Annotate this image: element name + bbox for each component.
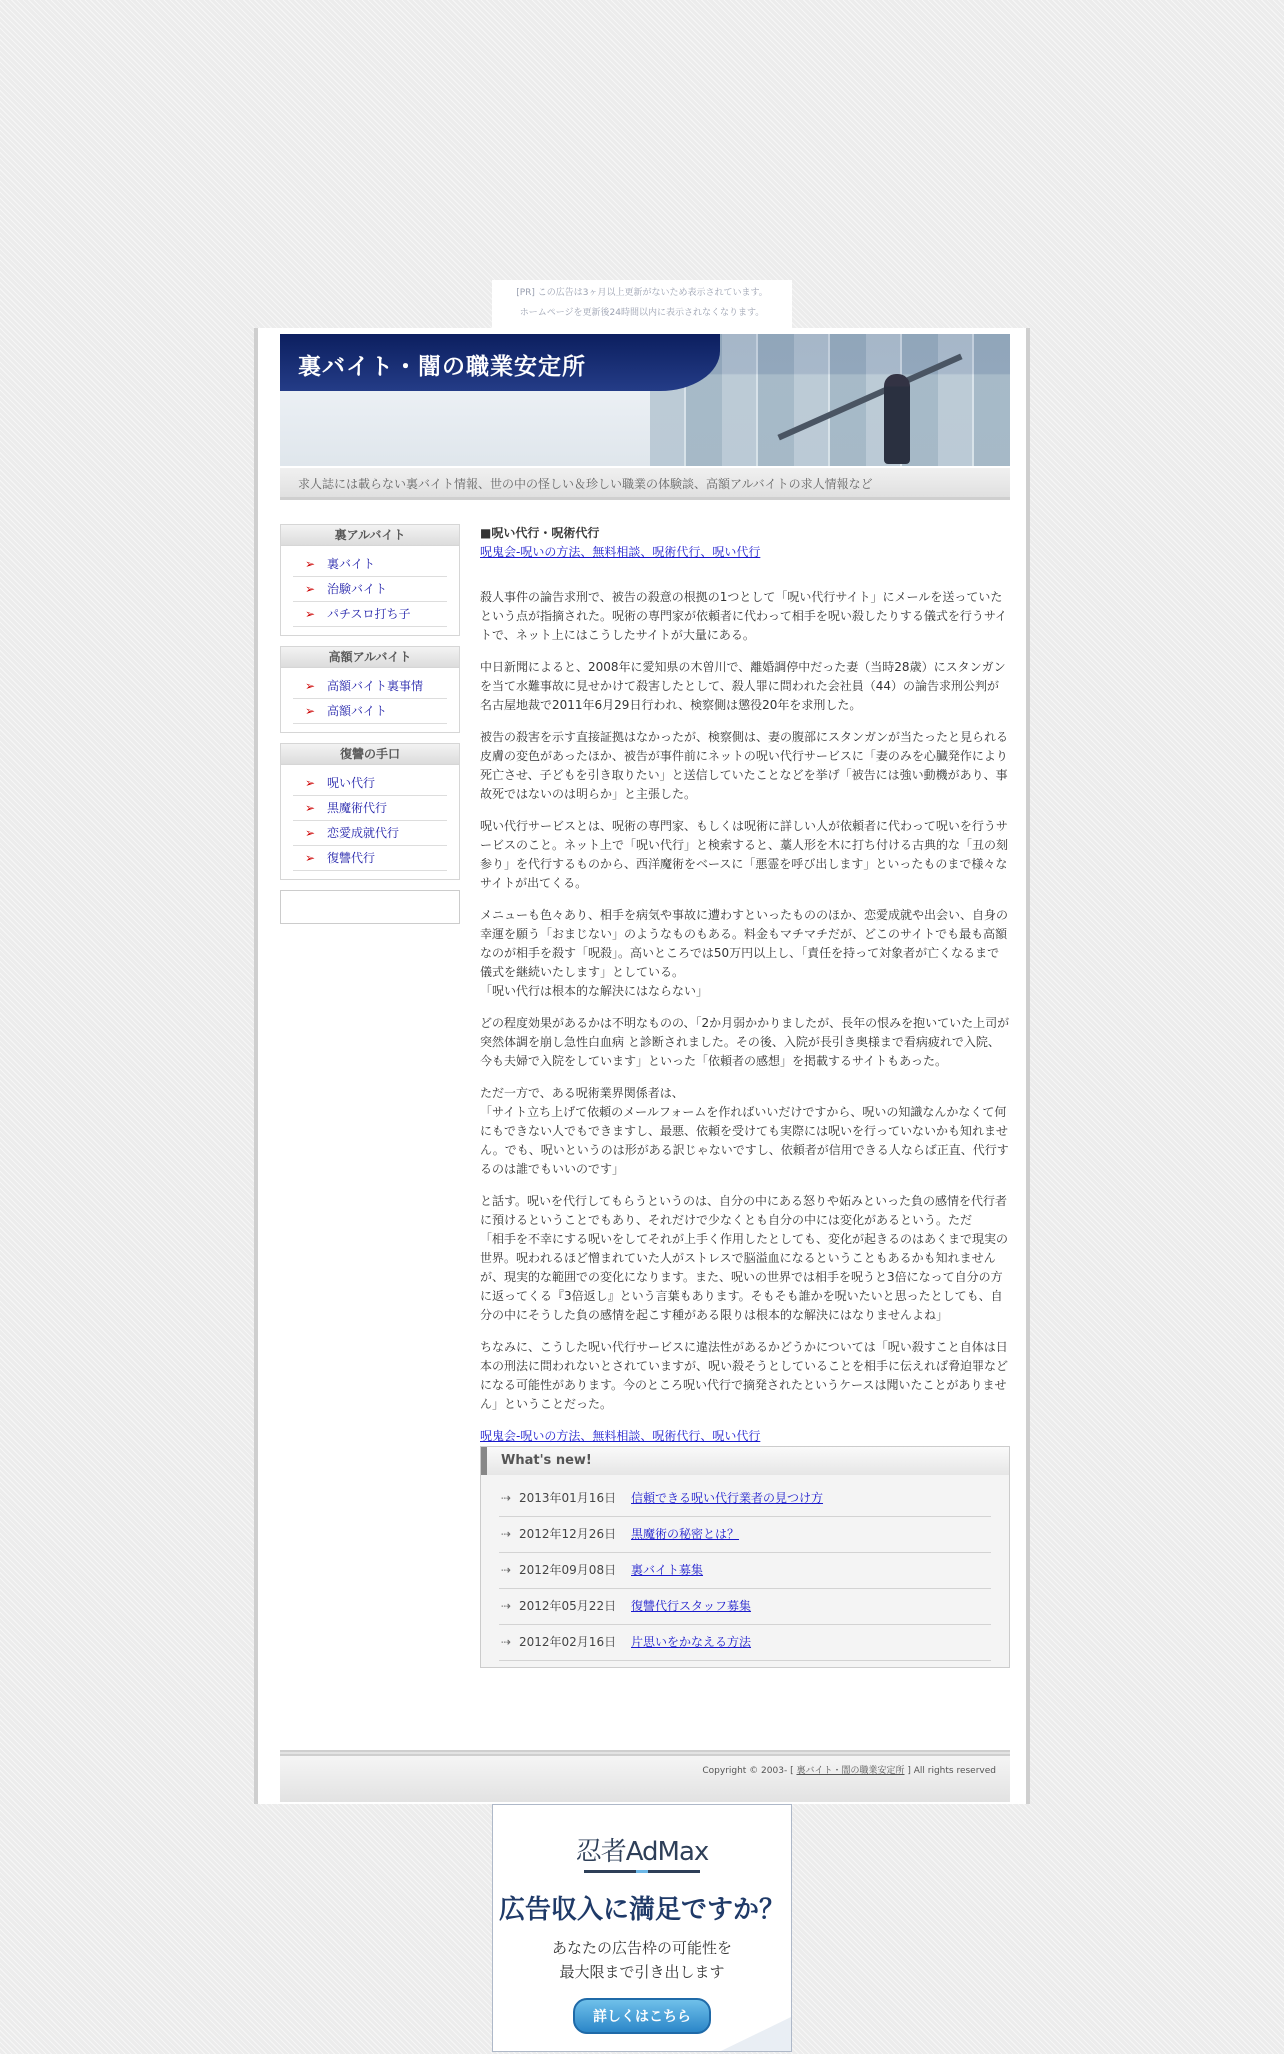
news-link[interactable]: 黒魔術の秘密とは？ [631,1527,740,1541]
news-item [499,1517,991,1553]
ad-logo-underline [584,1870,700,1873]
arrow-icon: ➢ [305,826,316,840]
news-item [499,1481,991,1517]
sidebar-item-renai[interactable] [293,821,447,846]
arrow-icon: ⇢ [501,1563,512,1577]
arrow-icon: ⇢ [501,1491,512,1505]
article-title: ■呪い代行・呪術代行 [480,526,600,540]
site-header [280,334,1010,466]
sidebar-link[interactable]: パチスロ打ち子 [327,607,411,621]
whats-new-box [480,1446,1010,1668]
sidebar-empty-box [280,890,460,924]
sidebar-section-ura [280,524,460,636]
arrow-icon: ➢ [305,851,316,865]
ad-subtext [493,1936,791,1984]
sidebar-link[interactable]: 高額バイト [327,704,388,718]
arrow-icon: ➢ [305,557,316,571]
article-paragraph: どの程度効果があるかは不明なものの、「2か月弱かかりましたが、長年の恨みを抱いていた上司が突然体調を崩し急性白血病 と診断されました。その後、入院が長引き奥様まで看病疲れで入院、今も夫婦で入院をしています」といった「依頼者の感想」を掲載するサイトもあった。 [480,1016,1010,1068]
news-item [499,1589,991,1625]
ad-subtext-line-2: 最大限まで引き出します [559,1963,725,1981]
sidebar-link[interactable]: 復讐代行 [327,851,376,865]
article-bottom-link[interactable]: 呪鬼会-呪いの方法、無料相談、呪術代行、呪い代行 [480,1429,761,1443]
sidebar-link[interactable]: 黒魔術代行 [327,801,388,815]
news-link[interactable]: 裏バイト募集 [631,1563,704,1577]
sidebar-section-fukushu [280,743,460,880]
news-date: 2013年01月16日 [519,1491,617,1505]
sidebar-section-kougaku [280,646,460,733]
pr-line-2: ホームページを更新後24時間以内に表示されなくなります。 [519,308,765,318]
sidebar-item-chiken-baito[interactable] [293,577,447,602]
sidebar-link[interactable]: 治験バイト [327,582,388,596]
news-date: 2012年05月22日 [519,1599,617,1613]
article-paragraph: と話す。呪いを代行してもらうというのは、自分の中にある怒りや妬みといった負の感情を代行者に預けるということでもあり、それだけで少なくとも自分の中には変化があるという。ただ 「相手を不幸にする呪いをしてそれが上手く作用したとしても、変化が起きるのはあくまで現実の世界。呪われるほど憎まれていた人がストレスで脳溢血になるということもあるかも知れませんが、現実的な範囲での変化になります。また、呪いの世界では相手を呪うと3倍になって自分の方に返ってくる『3倍返し』という言葉もあります。そもそも誰かを呪いたいと思ったとしても、自分の中にそうした負の感情を起こす種がある限りは根本的な解決にはなりませんよね」 [480,1194,1009,1322]
sidebar-link[interactable]: 恋愛成就代行 [327,826,400,840]
copyright-prefix: Copyright © 2003- [ [702,1766,794,1776]
sidebar-heading: 裏アルバイト [280,524,460,546]
article-paragraph: 殺人事件の論告求刑で、被告の殺意の根拠の1つとして「呪い代行サイト」にメールを送っていたという点が指摘された。呪術の専門家が依頼者に代わって相手を呪い殺したりする儀式を行うサイトで、ネット上にはこうしたサイトが大量にある。 [480,590,1008,642]
sidebar-item-noroi-daikou[interactable] [293,771,447,796]
article-paragraph: 呪い代行サービスとは、呪術の専門家、もしくは呪術に詳しい人が依頼者に代わって呪いを行うサービスのこと。ネット上で「呪い代行」と検索すると、藁人形を木に打ち付ける古典的な「丑の刻参り」を代行するものから、西洋魔術をベースに「悪霊を呼び出します」といったものまで様々なサイトが出てくる。 [480,819,1009,890]
sidebar-item-ura-baito[interactable] [293,552,447,577]
arrow-icon: ⇢ [501,1599,512,1613]
main-content [480,524,1010,1668]
sidebar [280,524,460,924]
sidebar-item-pachislo[interactable] [293,602,447,627]
arrow-icon: ⇢ [501,1635,512,1649]
sidebar-item-kougaku-baito[interactable] [293,699,447,724]
site-title[interactable]: 裏バイト・闇の職業安定所 [298,354,586,380]
news-item [499,1553,991,1589]
news-date: 2012年09月08日 [519,1563,617,1577]
site-tagline: 求人誌には載らない裏バイト情報、世の中の怪しい＆珍しい職業の体験談、高額アルバイトの求人情報など [280,468,1010,500]
copyright-link[interactable]: 裏バイト・闇の職業安定所 [796,1766,905,1776]
sidebar-link[interactable]: 高額バイト裏事情 [327,679,424,693]
arrow-icon: ➢ [305,607,316,621]
arrow-icon: ➢ [305,582,316,596]
ad-headline: 広告収入に満足ですか？ [498,1895,785,1925]
businessman-figure [884,374,910,464]
pr-notice [492,280,792,329]
ad-banner[interactable] [492,1804,792,2052]
arrow-icon: ➢ [305,679,316,693]
news-link[interactable]: 信頼できる呪い代行業者の見つけ方 [631,1491,824,1505]
news-date: 2012年12月26日 [519,1527,617,1541]
site-footer [280,1750,1010,1802]
sidebar-heading: 復讐の手口 [280,743,460,765]
sidebar-link[interactable]: 呪い代行 [327,776,376,790]
ad-brand-logo: 忍者AdMax [575,1837,709,1867]
arrow-icon: ➢ [305,776,316,790]
arrow-icon: ➢ [305,801,316,815]
page-container [254,328,1030,1804]
article-paragraph: 中日新聞によると、2008年に愛知県の木曽川で、離婚調停中だった妻（当時28歳）にスタンガンを当て水難事故に見せかけて殺害したとして、殺人罪に問われた会社員（44）の論告求刑公判が名古屋地裁で2011年6月29日行われ、検察側は懲役20年を求刑した。 [480,660,1006,712]
arrow-icon: ➢ [305,704,316,718]
sidebar-heading: 高額アルバイト [280,646,460,668]
sidebar-item-kuromajutsu[interactable] [293,796,447,821]
article-paragraph: ただ一方で、ある呪術業界関係者は、 「サイト立ち上げて依頼のメールフォームを作ればいいだけですから、呪いの知識なんかなくて何にもできない人でもできますし、最悪、依頼を受けても実際には呪いを行っていないかも知れません。でも、呪いというのは形がある訳じゃないですし、依頼者が信用できる人ならば正直、代行するのは誰でもいいのです」 [480,1086,1009,1176]
news-date: 2012年02月16日 [519,1635,617,1649]
arrow-icon: ⇢ [501,1527,512,1541]
news-link[interactable]: 片思いをかなえる方法 [631,1635,752,1649]
ad-corner-decoration [721,2017,791,2051]
article-paragraph: メニューも色々あり、相手を病気や事故に遭わすといったもののほか、恋愛成就や出会い、自身の幸運を願う「おまじない」のようなものもある。料金もマチマチだが、どこのサイトでも最も高額なのが相手を殺す「呪殺」。高いところでは50万円以上し、「責任を持って対象者が亡くなるまで儀式を継続いたします」としている。 「呪い代行は根本的な解決にはならない」 [480,908,1009,998]
ad-details-button[interactable]: 詳しくはこちら [573,1998,711,2034]
article-paragraph: 被告の殺害を示す直接証拠はなかったが、検察側は、妻の腹部にスタンガンが当たったと見られる皮膚の変色があったほか、被告が事件前にネットの呪い代行サービスに「妻のみを心臓発作により死亡させ、子どもを引き取りたい」と送信していたことなどを挙げ「被告には強い動機があり、事故死ではないのは明らか」と主張した。 [480,730,1009,801]
whats-new-heading: What's new! [481,1447,1009,1475]
ad-subtext-line-1: あなたの広告枠の可能性を [551,1939,732,1957]
sidebar-item-kougaku-urajijou[interactable] [293,674,447,699]
article-top-link[interactable]: 呪鬼会-呪いの方法、無料相談、呪術代行、呪い代行 [480,545,761,559]
pr-line-1: [PR] この広告は3ヶ月以上更新がないため表示されています。 [516,288,768,298]
news-link[interactable]: 復讐代行スタッフ募集 [631,1599,752,1613]
news-item [499,1625,991,1661]
sidebar-item-fukushu[interactable] [293,846,447,871]
sidebar-link[interactable]: 裏バイト [327,557,376,571]
article-paragraph: ちなみに、こうした呪い代行サービスに違法性があるかどうかについては「呪い殺すこと自体は日本の刑法に問われないとされていますが、呪い殺そうとしていることを相手に伝えれば脅迫罪などになる可能性があります。今のところ呪い代行で摘発されたというケースは聞いたことがありません」ということだった。 [480,1340,1009,1411]
copyright-suffix: ] All rights reserved [907,1766,996,1776]
